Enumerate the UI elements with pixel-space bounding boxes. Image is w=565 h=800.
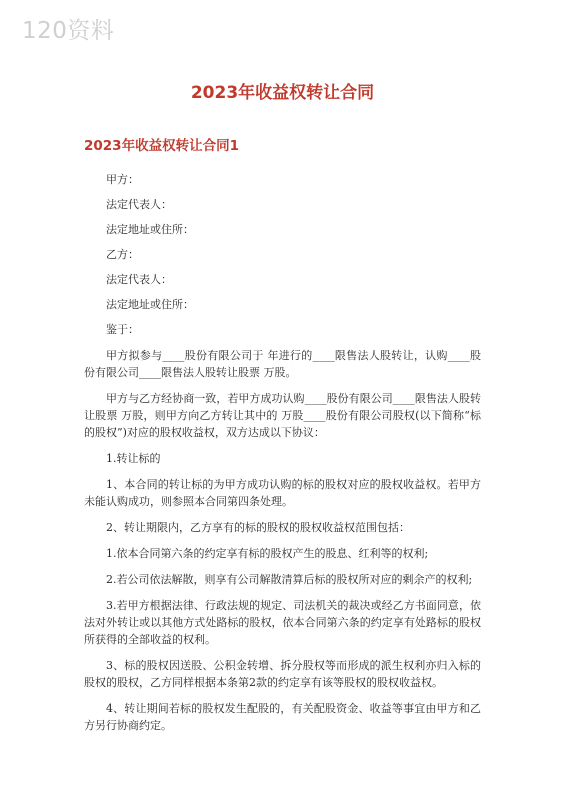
clause-1-4: 4、转让期间若标的股权发生配股的，有关配股资金、收益等事宜由甲方和乙方另行协商约定。 bbox=[84, 702, 481, 732]
party-b-line: 乙方： bbox=[106, 248, 139, 261]
clause-1-1: 1、本合同的转让标的为甲方成功认购的标的股权对应的股权收益权。若甲方未能认购成功，则参照本合同第四条处理。 bbox=[84, 478, 481, 508]
document-title: 2023年收益权转让合同 bbox=[190, 83, 375, 103]
paragraph-subscription: 甲方拟参与____股份有限公司于 年进行的____限售法人股转让，认购____股份有限公司____限售法人股转让股票 万股。 bbox=[84, 349, 481, 379]
paragraph-agreement: 甲方与乙方经协商一致，若甲方成功认购____股份有限公司____限售法人股转让股票 万股，则甲方向乙方转让其中的 万股____股份有限公司股权(以下简称“标的股权”)对应的股权收益权，双方达成以下协议： bbox=[84, 392, 481, 439]
clause-1-2-item-1: 1.依本合同第六条的约定享有标的股权产生的股息、红利等的权利; bbox=[106, 547, 429, 560]
clause-1-2: 2、转让期限内，乙方享有的标的股权的股权收益权范围包括： bbox=[106, 521, 410, 534]
party-b-representative-line: 法定代表人： bbox=[106, 273, 172, 286]
contract-body bbox=[84, 172, 481, 743]
watermark-logo: 120资料 bbox=[22, 18, 115, 44]
clause-heading-transfer-subject: 1.转让标的 bbox=[106, 452, 161, 465]
clause-1-3: 3、标的股权因送股、公积金转增、拆分股权等而形成的派生权利亦归入标的股权的股权，乙方同样根据本条第2款的约定享有该等股权的股权收益权。 bbox=[84, 659, 481, 689]
whereas-line: 鉴于： bbox=[106, 323, 139, 336]
section-heading: 2023年收益权转让合同1 bbox=[84, 138, 239, 154]
party-a-representative-line: 法定代表人： bbox=[106, 198, 172, 211]
party-a-address-line: 法定地址或住所： bbox=[106, 223, 194, 236]
party-b-address-line: 法定地址或住所： bbox=[106, 298, 194, 311]
clause-1-2-item-3: 3.若甲方根据法律、行政法规的规定、司法机关的裁决或经乙方书面同意，依法对外转让或以其他方式处路标的股权，依本合同第六条的约定享有处路标的股权所获得的全部收益的权利。 bbox=[84, 599, 481, 646]
party-a-line: 甲方： bbox=[106, 173, 139, 186]
clause-1-2-item-2: 2.若公司依法解散，则享有公司解散清算后标的股权所对应的剩余产的权利; bbox=[106, 573, 473, 586]
